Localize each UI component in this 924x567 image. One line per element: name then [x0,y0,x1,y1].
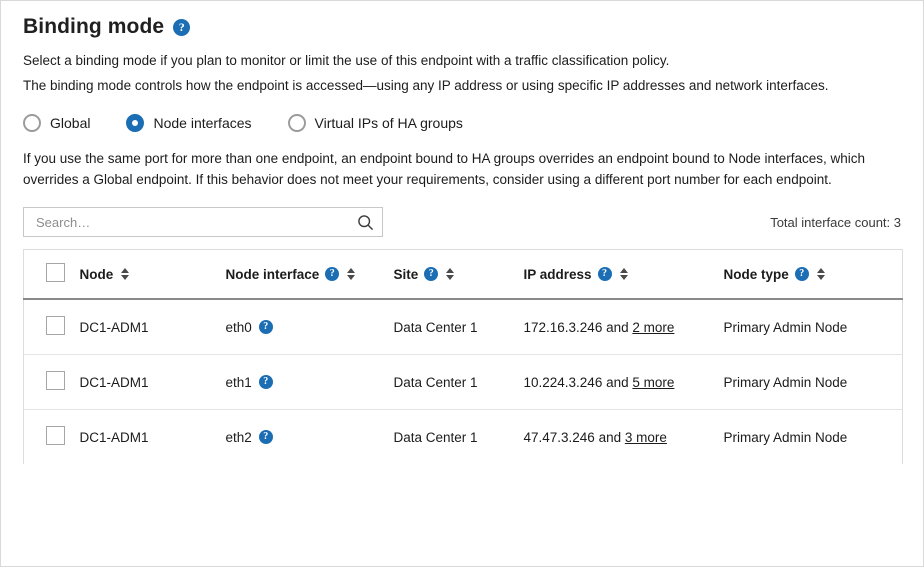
cell-node-interface [226,410,394,465]
cell-ip-address [524,355,724,410]
row-interface-help-icon[interactable]: ? [259,430,273,444]
column-header-node-interface [226,250,394,300]
select-all-checkbox[interactable] [46,263,65,282]
cell-node: DC1-ADM1 [80,355,226,410]
cell-ip-text: 47.47.3.246 and [523,429,625,445]
row-interface-help-icon[interactable]: ? [259,320,273,334]
row-select-cell [24,410,80,465]
radio-global-indicator[interactable] [23,114,41,132]
column-header-node [80,250,226,300]
sort-node-type-icon[interactable] [817,268,825,280]
binding-mode-note: If you use the same port for more than one endpoint, an endpoint bound to HA groups overrides an endpoint bound to Node interfaces, which overrides a Global endpoint. If this behavior does not meet your requirements, consider using a different port number for each endpoint. [23,150,866,188]
cell-ip-more-link[interactable]: 3 more [624,429,667,445]
table-row[interactable] [24,355,903,410]
row-checkbox[interactable] [46,316,65,335]
sort-site-icon[interactable] [446,268,454,280]
cell-node-interface-label: eth0 [225,319,252,335]
search-box[interactable] [23,207,383,237]
cell-ip-text: 172.16.3.246 and [523,319,633,335]
table-toolbar [23,207,903,237]
ip-address-help-icon[interactable]: ? [598,267,612,281]
help-icon[interactable]: ? [173,19,190,36]
cell-node-type: Primary Admin Node [724,355,903,410]
radio-global-label: Global [50,114,91,131]
select-all-header [24,250,80,300]
cell-node: DC1-ADM1 [79,429,149,445]
sort-node-icon[interactable] [121,268,129,280]
sort-ip-address-icon[interactable] [620,268,628,280]
cell-site: Data Center 1 [393,429,478,445]
column-label-site: Site [393,266,419,282]
description-line-2: The binding mode controls how the endpoint is accessed—using any IP address or using specific IP addresses and network interfaces. [23,77,829,93]
radio-option-node-interfaces[interactable] [126,114,251,132]
page-title: Binding mode [23,15,165,38]
cell-site: Data Center 1 [394,299,524,355]
column-label-node: Node [79,266,114,282]
radio-option-global[interactable] [23,114,90,132]
radio-virtual-ips-indicator[interactable] [288,114,306,132]
cell-ip-text: 10.224.3.246 and [523,374,633,390]
radio-option-virtual-ips[interactable] [288,114,463,132]
row-checkbox[interactable] [46,426,65,445]
page-title-row [23,15,903,39]
row-select-cell [24,299,80,355]
cell-site: Data Center 1 [394,355,524,410]
cell-node-type: Primary Admin Node [723,429,848,445]
column-label-ip-address: IP address [523,266,592,282]
radio-node-interfaces-indicator[interactable] [126,114,144,132]
cell-node-interface [226,299,394,355]
cell-ip-address [524,410,724,465]
cell-ip-address [524,299,724,355]
table-row[interactable] [24,299,903,355]
column-header-site [394,250,524,300]
row-checkbox[interactable] [46,371,65,390]
column-header-node-type [724,250,903,300]
cell-node-interface-label: eth2 [225,429,252,445]
cell-node: DC1-ADM1 [80,299,226,355]
cell-ip-more-link[interactable]: 5 more [632,374,675,390]
row-select-cell [24,355,80,410]
radio-virtual-ips-label: Virtual IPs of HA groups [314,114,463,131]
column-header-ip-address [524,250,724,300]
total-interface-count: Total interface count: 3 [770,214,901,230]
table-row[interactable] [24,410,903,465]
sort-node-interface-icon[interactable] [347,268,355,280]
column-label-node-type: Node type [723,266,789,282]
row-interface-help-icon[interactable]: ? [259,375,273,389]
node-interfaces-table [23,249,903,464]
node-interface-help-icon[interactable]: ? [325,267,339,281]
binding-mode-radio-group [23,114,903,132]
column-label-node-interface: Node interface [225,266,320,282]
search-icon[interactable] [357,214,374,231]
cell-node-interface [226,355,394,410]
search-input[interactable] [34,214,357,231]
description-line-1: Select a binding mode if you plan to monitor or limit the use of this endpoint with a traffic classification policy. [23,53,670,68]
node-type-help-icon[interactable]: ? [795,267,809,281]
cell-node-interface-label: eth1 [225,374,252,390]
cell-ip-more-link[interactable]: 2 more [632,319,675,335]
radio-node-interfaces-label: Node interfaces [153,114,252,131]
cell-node-type: Primary Admin Node [724,299,903,355]
table-header-row [24,250,903,300]
site-help-icon[interactable]: ? [424,267,438,281]
